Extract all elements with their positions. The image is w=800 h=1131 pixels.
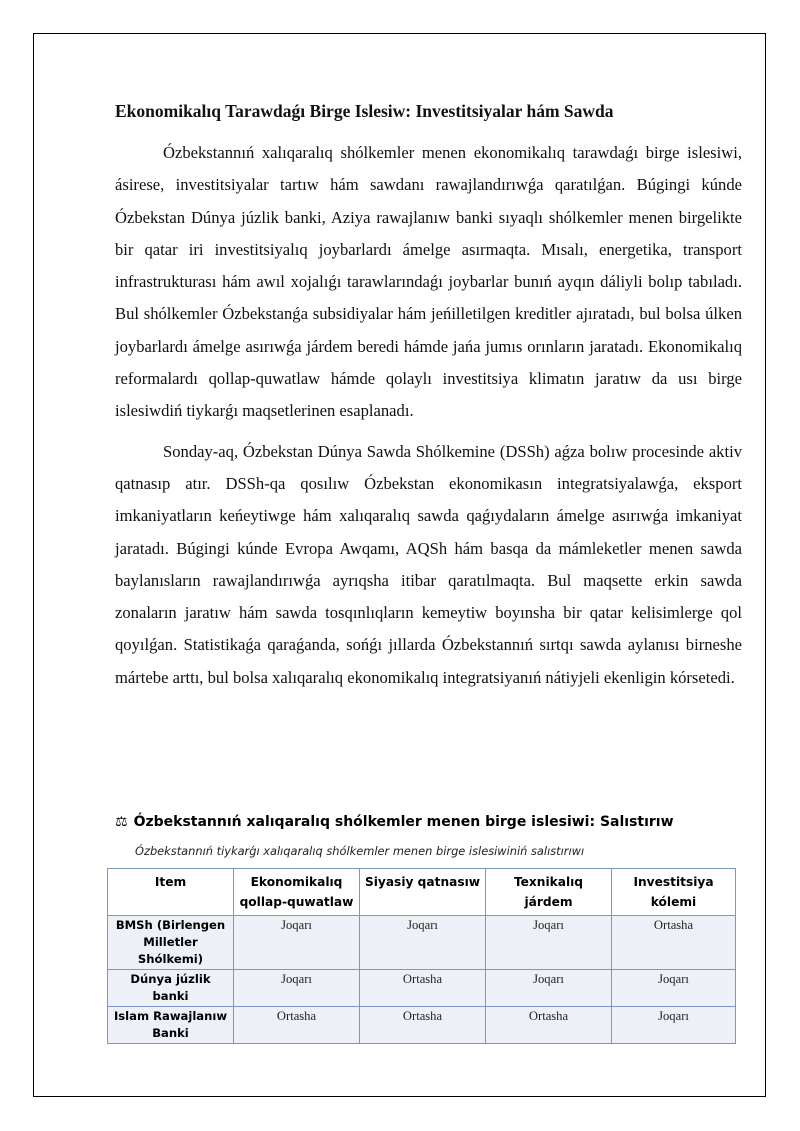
table-row xyxy=(108,1007,736,1044)
table-caption: Ózbekstannıń tiykarǵı xalıqaralıq shólkemler menen birge islesiwiniń salıstırıwı xyxy=(135,844,585,858)
table-cell: Ortasha xyxy=(612,916,736,970)
table-cell: Joqarı xyxy=(360,916,486,970)
table-cell: Joqarı xyxy=(612,1007,736,1044)
paragraph-2: Sonday-aq, Ózbekstan Dúnya Sawda Shólkemine (DSSh) aǵza bolıw procesinde aktiv qatnasıp atır. DSSh-qa qosılıw Ózbekstan ekonomikasın integratsiyalawǵa, eksport imkaniyatların keńeytiwge hám xalıqaralıq sawda qaǵıydaların ámelge asırıwǵa imkaniyat jaratadı. Búgingi kúnde Evropa Awqamı, AQSh hám basqa da mámleketler menen sawda baylanısların rawajlandırıwǵa ayrıqsha itibar qaratılmaqta. Bul maqsette erkin sawda zonaların jaratıw hám sawda tosqınlıqların kemeytiw boyınsha bir qatar kelisimlerge qol qoyılǵan. Statistikaǵa qaraǵanda, sońǵı jıllarda Ózbekstannıń sırtqı sawda aylanısı birneshe mártebe arttı, bul bolsa xalıqaralıq ekonomikalıq integratsiyanıń nátiyjeli ekenligin kórsetedi. xyxy=(115,441,742,687)
table-header-row xyxy=(108,869,736,916)
table-cell: Joqarı xyxy=(612,970,736,1007)
table-row xyxy=(108,970,736,1007)
table-title-text: Ózbekstannıń xalıqaralıq shólkemler menen birge islesiwi: Salıstırıw xyxy=(133,814,674,830)
table-row xyxy=(108,916,736,970)
table-cell: Joqarı xyxy=(234,916,360,970)
document-heading: Ekonomikalıq Tarawdaǵı Birge Islesiw: Investitsiyalar hám Sawda xyxy=(115,101,614,121)
table-cell: Ortasha xyxy=(234,1007,360,1044)
table-cell: Joqarı xyxy=(486,970,612,1007)
row-label: Islam Rawajlanıw Banki xyxy=(108,1007,234,1044)
column-header: Siyasiy qatnasıw xyxy=(360,869,486,916)
row-label: BMSh (Birlengen Milletler Shólkemi) xyxy=(108,916,234,970)
column-header: Texnikalıq járdem xyxy=(486,869,612,916)
table-cell: Joqarı xyxy=(234,970,360,1007)
table-cell: Ortasha xyxy=(360,1007,486,1044)
column-header: Ekonomikalıq qollap-quwatlaw xyxy=(234,869,360,916)
table-cell: Joqarı xyxy=(486,916,612,970)
scale-icon: ⚖ xyxy=(115,814,128,830)
column-header: Investitsiya kólemi xyxy=(612,869,736,916)
document-body xyxy=(115,97,742,702)
table-cell: Ortasha xyxy=(360,970,486,1007)
column-header: Item xyxy=(108,869,234,916)
table-cell: Ortasha xyxy=(486,1007,612,1044)
row-label: Dúnya júzlik banki xyxy=(108,970,234,1007)
table-title xyxy=(115,814,674,830)
paragraph-1: Ózbekstannıń xalıqaralıq shólkemler menen ekonomikalıq tarawdaǵı birge islesiwi, ásirese, investitsiyalar tartıw hám sawdanı rawajlandırıwǵa qaratılǵan. Búgingi kúnde Ózbekstan Dúnya júzlik banki, Aziya rawajlanıw banki sıyaqlı shólkemler menen birgelikte bir qatar iri investitsiyalıq joybarlardı ámelge asırmaqta. Mısalı, energetika, transport infrastrukturası hám awıl xojalıǵı tarawlarındaǵı joybarlar bunıń ayqın dáliyli bolıp tabıladı. Bul shólkemler Ózbekstanǵa subsidiyalar hám jeńilletilgen kreditler ajıratadı, bul bolsa úlken joybarlardı ámelge asırıwǵa járdem beredi hámde jańa jumıs orınların jaratadı. Ekonomikalıq reformalardı qollap-quwatlaw hámde qolaylı investitsiya klimatın jaratıw da usı birge islesiwdiń tiykarǵı maqsetlerinen esaplanadı. xyxy=(115,143,742,421)
comparison-table xyxy=(107,868,736,1044)
